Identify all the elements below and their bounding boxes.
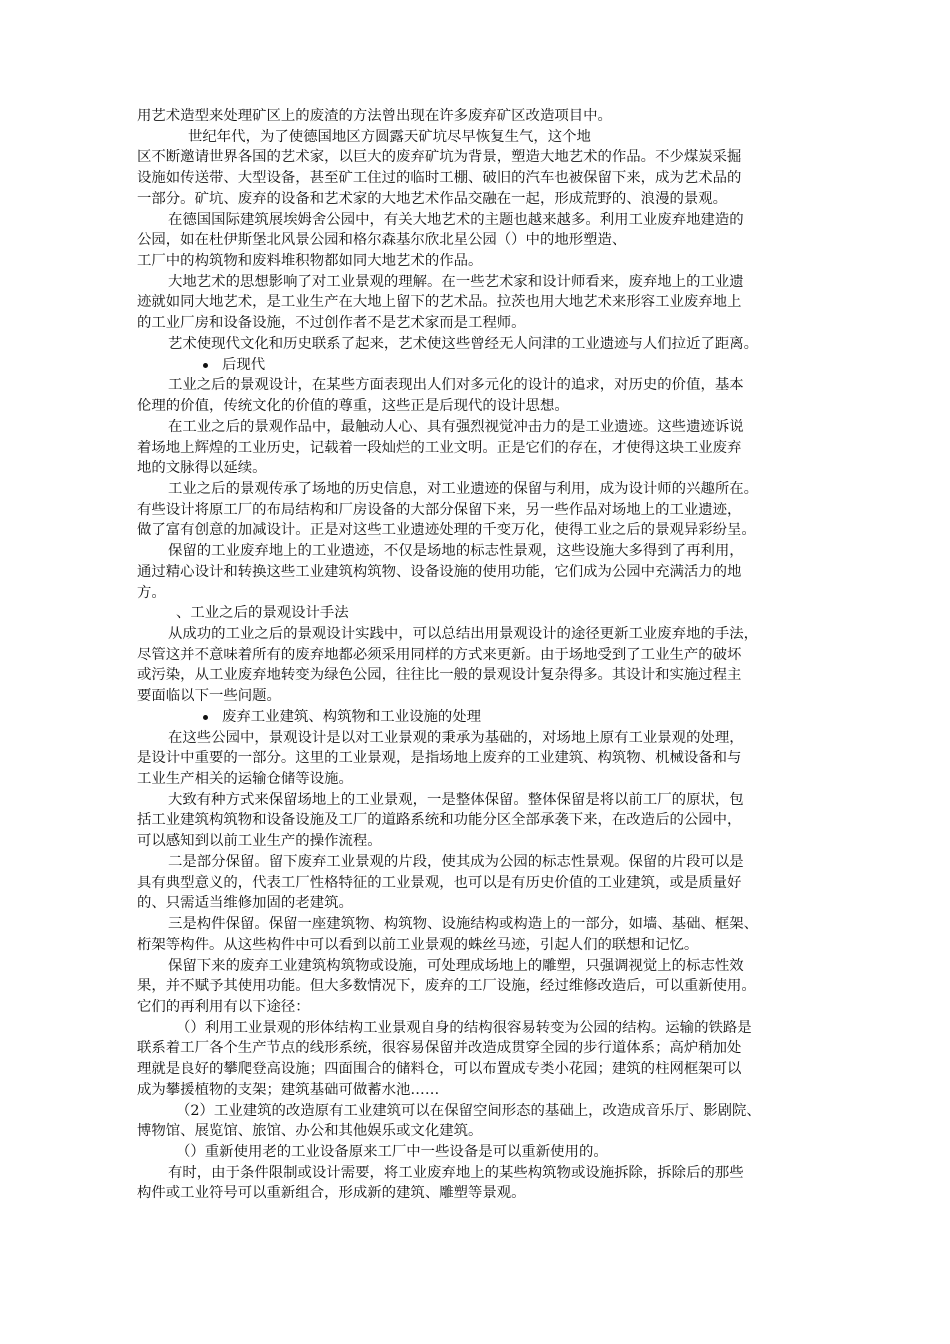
bullet-heading: 废弃工业建筑、构筑物和工业设施的处理 <box>222 708 482 725</box>
text-line: 一部分。矿坑、废弃的设备和艺术家的大地艺术作品交融在一起，形成荒野的、浪漫的景观。 <box>137 190 728 207</box>
text-line: 理就是良好的攀爬登高设施；四面围合的储料仓，可以布置成专类小花园；建筑的柱网框架可以 <box>137 1061 742 1078</box>
text-line: 的工业厂房和设备设施，不过创作者不是艺术家而是工程师。 <box>137 315 526 332</box>
text-line: 是设计中重要的一部分。这里的工业景观，是指场地上废弃的工业建筑、构筑物、机械设备和与 <box>137 750 742 767</box>
text-line: 在德国国际建筑展埃姆舍公园中，有关大地艺术的主题也越来越多。利用工业废弃地建造的 <box>168 211 744 228</box>
text-line: （2）工业建筑的改造原有工业建筑可以在保留空间形态的基础上，改造成音乐厅、影剧院、 <box>176 1102 761 1119</box>
text-line: 区不断邀请世界各国的艺术家，以巨大的废弃矿坑为背景，塑造大地艺术的作品。不少煤炭采掘 <box>137 149 742 166</box>
text-line: 果，并不赋予其使用功能。但大多数情况下，废弃的工厂设施，经过维修改造后，可以重新使用。 <box>137 978 756 995</box>
text-line: 工业之后的景观传承了场地的历史信息，对工业遗迹的保留与利用，成为设计师的兴趣所在。 <box>168 480 759 497</box>
text-line: 具有典型意义的，代表工厂性格特征的工业景观，也可以是有历史价值的工业建筑，或是质量好 <box>137 874 742 891</box>
text-line: 构件或工业符号可以重新组合，形成新的建筑、雕塑等景观。 <box>137 1185 526 1202</box>
text-line: 设施如传送带、大型设备，甚至矿工住过的临时工棚、破旧的汽车也被保留下来，成为艺术品的 <box>137 170 742 187</box>
text-line: 在工业之后的景观作品中，最触动人心、具有强烈视觉冲击力的是工业遗迹。这些遗迹诉说 <box>168 418 744 435</box>
text-line: 有些设计将原工厂的布局结构和厂房设备的大部分保留下来，另一些作品对场地上的工业遗迹， <box>137 501 742 518</box>
text-line: 迹就如同大地艺术，是工业生产在大地上留下的艺术品。拉茨也用大地艺术来形容工业废弃地上 <box>137 294 742 311</box>
text-line: 工业之后的景观设计，在某些方面表现出人们对多元化的设计的追求，对历史的价值，基本 <box>168 377 744 394</box>
text-line: 成为攀援植物的支架；建筑基础可做蓄水池…… <box>137 1081 440 1098</box>
text-line: 公园，如在杜伊斯堡北风景公园和格尔森基尔欣北星公园（）中的地形塑造、 <box>137 232 627 249</box>
text-line: 在这些公园中，景观设计是以对工业景观的秉承为基础的，对场地上原有工业景观的处理， <box>168 729 744 746</box>
text-line: 联系着工厂各个生产节点的线形系统，很容易保留并改造成贯穿全园的步行道体系；高炉稍加处 <box>137 1040 742 1057</box>
text-line: 从成功的工业之后的景观设计实践中，可以总结出用景观设计的途径更新工业废弃地的手法， <box>168 626 759 642</box>
text-line: 括工业建筑构筑物和设备设施及工厂的道路系统和功能分区全部承袭下来，在改造后的公园中， <box>137 812 742 829</box>
text-line: 它们的再利用有以下途径： <box>137 998 310 1015</box>
text-line: 二是部分保留。留下废弃工业景观的片段，使其成为公园的标志性景观。保留的片段可以是 <box>168 853 744 870</box>
text-line: 艺术使现代文化和历史联系了起来，艺术使这些曾经无人问津的工业遗迹与人们拉近了距离。 <box>168 335 759 352</box>
text-line: 方。 <box>137 584 166 601</box>
text-line: 用艺术造型来处理矿区上的废渣的方法曾出现在许多废弃矿区改造项目中。 <box>137 108 612 124</box>
text-line: 要面临以下一些问题。 <box>137 688 281 705</box>
text-line: 可以感知到以前工业生产的操作流程。 <box>137 833 382 850</box>
text-line: 世纪年代，为了使德国地区方圆露天矿坑尽早恢复生气，这个地 <box>188 128 591 145</box>
text-line: 保留的工业废弃地上的工业遗迹，不仅是场地的标志性景观，这些设施大多得到了再利用， <box>168 543 744 560</box>
bullet-heading: 后现代 <box>222 356 266 373</box>
bullet-icon <box>203 363 208 368</box>
text-line: 、工业之后的景观设计手法 <box>176 605 349 622</box>
text-line: 工业生产相关的运输仓储等设施。 <box>137 771 353 788</box>
bullet-icon <box>203 715 208 720</box>
text-line: 工厂中的构筑物和废料堆积物都如同大地艺术的作品。 <box>137 253 483 270</box>
text-line: 做了富有创意的加减设计。正是对这些工业遗迹处理的千变万化，使得工业之后的景观异彩纷呈。 <box>137 522 756 539</box>
text-line: 着场地上辉煌的工业历史，记载着一段灿烂的工业文明。正是它们的存在，才使得这块工业废弃 <box>137 439 742 456</box>
text-line: 大地艺术的思想影响了对工业景观的理解。在一些艺术家和设计师看来，废弃地上的工业遗 <box>168 273 744 290</box>
text-line: （）重新使用老的工业设备原来工厂中一些设备是可以重新使用的。 <box>176 1144 608 1160</box>
text-line: 的、只需适当维修加固的老建筑。 <box>137 895 353 912</box>
text-line: 通过精心设计和转换这些工业建筑构筑物、设备设施的使用功能，它们成为公园中充满活力的地 <box>137 563 742 580</box>
text-line: 桁架等构件。从这些构件中可以看到以前工业景观的蛛丝马迹，引起人们的联想和记忆。 <box>137 936 699 953</box>
text-line: 保留下来的废弃工业建筑构筑物或设施，可处理成场地上的雕塑，只强调视觉上的标志性效 <box>168 957 744 974</box>
text-line: 地的文脉得以延续。 <box>137 460 267 477</box>
text-line: 博物馆、展览馆、旅馆、办公和其他娱乐或文化建筑。 <box>137 1123 483 1140</box>
text-line: 伦理的价值，传统文化的价值的尊重，这些正是后现代的设计思想。 <box>137 398 569 415</box>
text-line: 尽管这并不意味着所有的废弃地都必须采用同样的方式来更新。由于场地受到了工业生产的破坏 <box>137 646 742 663</box>
text-line: 三是构件保留。保留一座建筑物、构筑物、设施结构或构造上的一部分，如墙、基础、框架、 <box>168 916 759 933</box>
text-line: 大致有种方式来保留场地上的工业景观，一是整体保留。整体保留是将以前工厂的原状，包 <box>168 791 744 808</box>
text-line: 有时，由于条件限制或设计需要，将工业废弃地上的某些构筑物或设施拆除，拆除后的那些 <box>168 1164 744 1181</box>
text-line: （）利用工业景观的形体结构工业景观自身的结构很容易转变为公园的结构。运输的铁路是 <box>176 1019 752 1036</box>
text-line: 或污染，从工业废弃地转变为绿色公园，往往比一般的景观设计复杂得多。其设计和实施过程主 <box>137 667 742 684</box>
